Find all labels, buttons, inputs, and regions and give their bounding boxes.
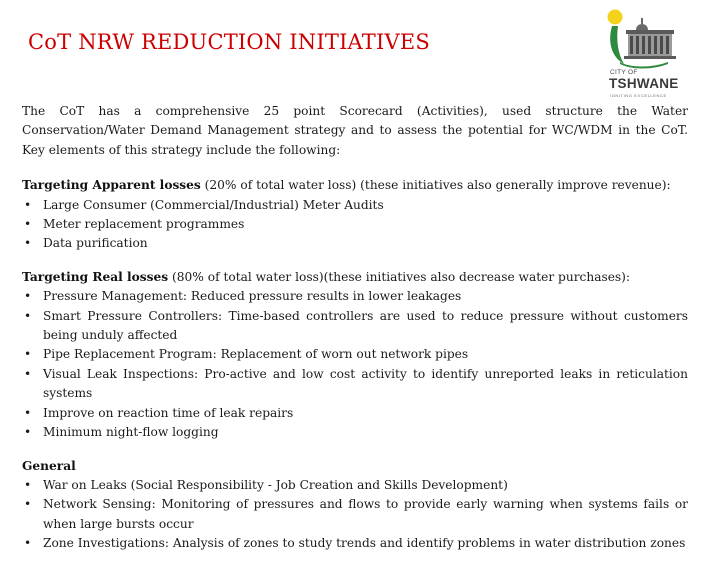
logo-emblem-icon — [596, 6, 696, 70]
list-item-text: Meter replacement programmes — [43, 217, 245, 232]
section-real-losses — [22, 268, 688, 443]
list-item — [22, 345, 688, 364]
list-item — [22, 234, 688, 253]
section-heading-note: (20% of total water loss) (these initiatives also generally improve revenue): — [200, 178, 671, 193]
section-heading — [22, 176, 688, 195]
bullet-icon: • — [24, 347, 32, 362]
list-item — [22, 215, 688, 234]
bullet-icon: • — [24, 536, 32, 551]
intro-paragraph: The CoT has a comprehensive 25 point Scorecard (Activities), used structure the Water Conservation/Water Demand Management strategy and to assess the potential for WC/WDM in the CoT. Key elements of this strategy include the following: — [22, 104, 688, 157]
section-heading-title: Targeting Real losses — [22, 269, 169, 284]
bullet-icon: • — [24, 497, 32, 512]
bullet-icon: • — [24, 425, 32, 440]
bullet-icon: • — [24, 308, 32, 323]
section-heading — [22, 268, 688, 287]
logo-city-of-text: CITY OF — [610, 69, 638, 76]
list-item-text: Pressure Management: Reduced pressure results in lower leakages — [43, 289, 462, 304]
bullet-list — [22, 196, 688, 254]
list-item-text: Minimum night-flow logging — [43, 425, 219, 440]
list-item-text: Improve on reaction time of leak repairs — [43, 405, 294, 420]
section-heading-note: (80% of total water loss)(these initiatives also decrease water purchases): — [168, 269, 631, 284]
bullet-icon: • — [24, 289, 32, 304]
bullet-list — [22, 287, 688, 442]
content-body — [22, 102, 688, 568]
bullet-icon: • — [24, 477, 32, 492]
section-apparent-losses — [22, 176, 688, 254]
list-item — [22, 365, 688, 404]
list-item-text: War on Leaks (Social Responsibility - Job Creation and Skills Development) — [43, 477, 508, 492]
list-item — [22, 423, 688, 442]
list-item — [22, 495, 688, 534]
list-item — [22, 196, 688, 215]
list-item — [22, 404, 688, 423]
bullet-icon: • — [24, 236, 32, 251]
list-item-text: Pipe Replacement Program: Replacement of worn out network pipes — [43, 347, 469, 362]
bullet-icon: • — [24, 405, 32, 420]
list-item — [22, 287, 688, 306]
city-of-tshwane-logo — [596, 6, 696, 102]
list-item-text: Network Sensing: Monitoring of pressures and flows to provide early warning when systems fails or when large bursts occur — [43, 497, 688, 531]
section-heading-title: Targeting Apparent losses — [22, 178, 201, 193]
logo-tagline-text: IGNITING EXCELLENCE — [610, 93, 667, 98]
list-item — [22, 476, 688, 495]
list-item-text: Large Consumer (Commercial/Industrial) Meter Audits — [43, 197, 384, 212]
section-heading — [22, 457, 688, 476]
logo-name-text: TSHWANE — [609, 76, 679, 91]
bullet-icon: • — [24, 197, 32, 212]
bullet-list — [22, 476, 688, 554]
bullet-icon: • — [24, 217, 32, 232]
list-item-text: Smart Pressure Controllers: Time-based controllers are used to reduce pressure without customers being unduly affected — [43, 308, 688, 343]
section-general — [22, 457, 688, 554]
list-item-text: Data purification — [43, 236, 148, 251]
list-item-text: Visual Leak Inspections: Pro-active and low cost activity to identify unreported leaks in reticulation systems — [43, 366, 688, 401]
section-heading-title: General — [22, 458, 76, 473]
bullet-icon: • — [24, 366, 32, 381]
page-title: CoT NRW REDUCTION INITIATIVES — [28, 30, 430, 54]
list-item-text: Zone Investigations: Analysis of zones to study trends and identify problems in water distribution zones — [43, 536, 686, 551]
list-item — [22, 307, 688, 346]
list-item — [22, 534, 688, 553]
